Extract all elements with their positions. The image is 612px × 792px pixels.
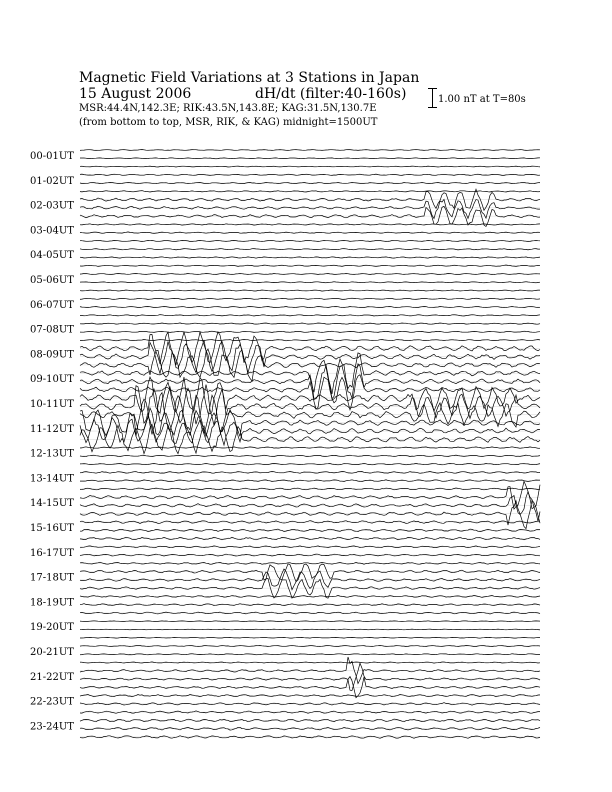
trace-kag [80, 564, 540, 582]
trace-rik [80, 663, 540, 690]
hour-label: 23-24UT [30, 721, 74, 733]
station-coordinates: MSR:44.4N,142.3E; RIK:43.5N,143.8E; KAG:31.5N,130.7E [79, 103, 377, 114]
trace-msr [80, 662, 540, 663]
scale-label: 1.00 nT at T=80s [438, 94, 526, 105]
chart-title: Magnetic Field Variations at 3 Stations in Japan [79, 70, 420, 86]
trace-msr [80, 637, 540, 638]
hour-label: 18-19UT [30, 597, 74, 609]
stacking-order-note: (from bottom to top, MSR, RIK, & KAG) midnight=1500UT [79, 117, 378, 128]
trace-rik [80, 282, 540, 283]
hour-label: 02-03UT [30, 200, 74, 212]
trace-kag [80, 621, 540, 622]
hour-label: 06-07UT [30, 299, 74, 311]
trace-kag [80, 150, 540, 151]
trace-msr [80, 500, 540, 528]
trace-rik [80, 629, 540, 630]
hour-label: 01-02UT [30, 175, 74, 187]
hour-label: 10-11UT [30, 399, 74, 410]
hour-label: 05-06UT [30, 275, 74, 286]
trace-rik [80, 257, 540, 258]
hour-label-group [30, 151, 74, 732]
hour-label: 21-22UT [30, 671, 74, 683]
trace-rik [80, 331, 540, 332]
hour-label: 20-21UT [30, 647, 74, 658]
trace-msr [80, 166, 540, 167]
hour-label: 08-09UT [30, 349, 74, 361]
hour-label: 22-23UT [30, 696, 74, 708]
hour-label: 15-16UT [30, 523, 74, 534]
row-gridlines [80, 150, 540, 737]
hour-label: 14-15UT [30, 498, 74, 510]
trace-kag [80, 273, 540, 274]
hour-label: 17-18UT [30, 572, 74, 584]
hour-label: 09-10UT [30, 374, 74, 386]
trace-rik [80, 492, 540, 522]
hour-label: 03-04UT [30, 225, 74, 237]
trace-group [80, 150, 540, 739]
hour-label: 11-12UT [30, 423, 74, 435]
hour-label: 19-20UT [30, 622, 74, 634]
trace-msr [80, 424, 540, 453]
trace-msr [80, 206, 540, 226]
hour-label: 07-08UT [30, 324, 74, 336]
hour-label: 16-17UT [30, 547, 74, 559]
hour-label: 12-13UT [30, 448, 74, 460]
chart-date: 15 August 2006 [79, 86, 192, 102]
hour-label: 13-14UT [30, 473, 74, 485]
hour-label: 04-05UT [30, 250, 74, 262]
filter-label: dH/dt (filter:40-160s) [255, 86, 407, 102]
trace-msr [80, 265, 540, 266]
trace-rik [80, 158, 540, 159]
hour-label: 00-01UT [30, 151, 74, 162]
